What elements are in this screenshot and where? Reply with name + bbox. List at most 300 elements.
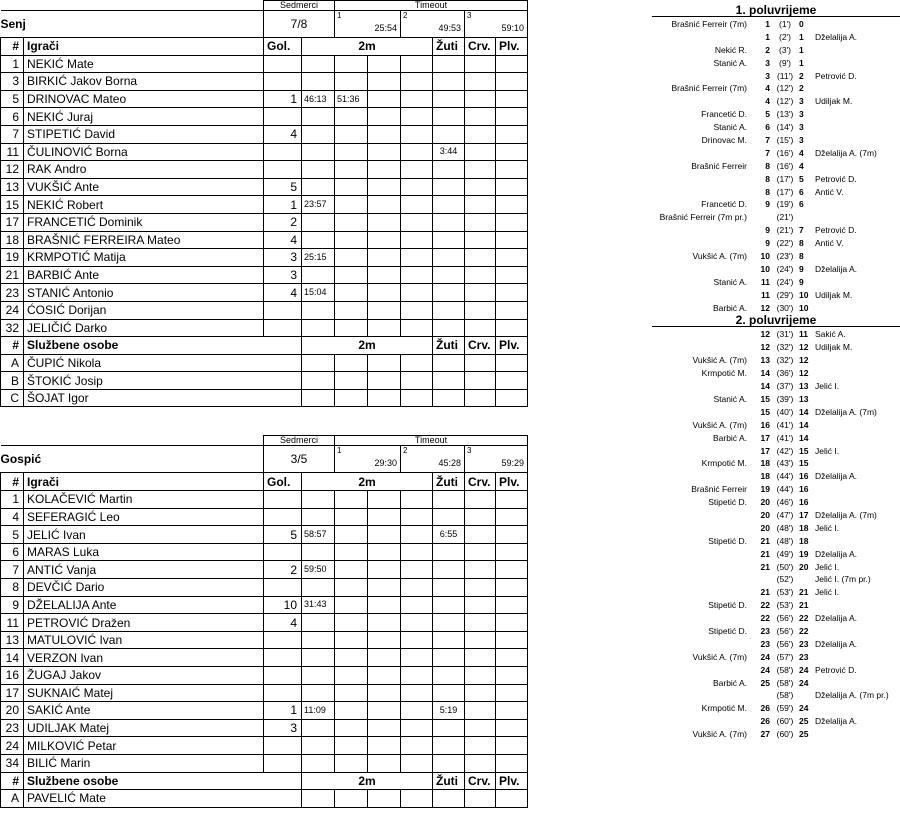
goal-entry bbox=[652, 651, 900, 664]
goal-minute: (40') bbox=[776, 406, 794, 417]
player-blue bbox=[496, 231, 528, 249]
goal-entry bbox=[652, 599, 900, 612]
home-score: 8 bbox=[765, 186, 770, 197]
away-scorer: Jelić I. bbox=[815, 381, 840, 392]
player-name: MARAS Luka bbox=[24, 543, 264, 561]
player-goals bbox=[264, 754, 302, 772]
player-red bbox=[465, 231, 496, 249]
goal-entry bbox=[652, 186, 900, 199]
goal-entry bbox=[652, 57, 900, 70]
player-suspension-4 bbox=[401, 249, 433, 267]
player-suspension-1 bbox=[302, 266, 335, 284]
player-suspension-1 bbox=[302, 508, 335, 526]
player-suspension-2 bbox=[335, 301, 368, 319]
player-suspension-1 bbox=[302, 667, 335, 685]
away-score: 24 bbox=[799, 703, 809, 714]
official-suspension bbox=[368, 354, 401, 372]
player-name: KOLAČEVIĆ Martin bbox=[24, 491, 264, 509]
away-score: 21 bbox=[799, 587, 809, 598]
player-blue bbox=[496, 284, 528, 302]
col-num: # bbox=[1, 473, 24, 491]
official-red bbox=[465, 790, 496, 808]
official-yellow bbox=[433, 354, 465, 372]
away-scorer: Udiljak M. bbox=[815, 96, 853, 107]
away-score: 12 bbox=[799, 342, 809, 353]
col-blue: Plv. bbox=[496, 772, 528, 790]
player-suspension-3 bbox=[368, 702, 401, 720]
player-suspension-2 bbox=[335, 526, 368, 544]
away-score: 18 bbox=[799, 522, 809, 533]
home-score: 17 bbox=[760, 445, 770, 456]
player-name: ĆOSIĆ Dorijan bbox=[24, 301, 264, 319]
player-red bbox=[465, 561, 496, 579]
home-scorer: Stipetić D. bbox=[708, 497, 747, 508]
official-suspension bbox=[335, 790, 368, 808]
player-name: ANTIĆ Vanja bbox=[24, 561, 264, 579]
player-row bbox=[1, 526, 528, 544]
goal-minute: (37') bbox=[776, 381, 794, 392]
player-red bbox=[465, 491, 496, 509]
goal-entry bbox=[652, 82, 900, 95]
goal-minute: (56') bbox=[776, 638, 794, 649]
goal-entry bbox=[652, 496, 900, 509]
goal-entry bbox=[652, 625, 900, 638]
player-name: SAKIĆ Ante bbox=[24, 702, 264, 720]
goal-minute: (46') bbox=[776, 497, 794, 508]
goal-minute: (56') bbox=[776, 625, 794, 636]
home-scorer: Barbić A. bbox=[712, 432, 747, 443]
goal-minute: (1') bbox=[778, 19, 791, 29]
player-row bbox=[1, 754, 528, 772]
goal-minute: (48') bbox=[776, 522, 794, 533]
player-suspension-2 bbox=[335, 631, 368, 649]
home-scorer: Brašnić Ferreir (7m) bbox=[671, 83, 747, 94]
away-score: 22 bbox=[799, 613, 809, 624]
col-two-min: 2m bbox=[302, 38, 433, 56]
home-score: 20 bbox=[760, 509, 770, 520]
goal-minute: (9') bbox=[778, 57, 791, 68]
goal-entry bbox=[652, 561, 900, 574]
goal-entry bbox=[652, 586, 900, 599]
player-number: 14 bbox=[1, 649, 24, 667]
home-score: 23 bbox=[760, 625, 770, 636]
player-blue bbox=[496, 178, 528, 196]
col-goals: Gol. bbox=[264, 38, 302, 56]
player-blue bbox=[496, 213, 528, 231]
player-row bbox=[1, 702, 528, 720]
player-number: 5 bbox=[1, 526, 24, 544]
col-players: Igrači bbox=[24, 473, 264, 491]
official-suspension bbox=[368, 389, 401, 407]
away-score: 3 bbox=[799, 109, 804, 120]
player-row bbox=[1, 90, 528, 108]
col-red: Crv. bbox=[465, 772, 496, 790]
official-name: ŠTOKIĆ Josip bbox=[24, 372, 302, 390]
player-yellow bbox=[433, 561, 465, 579]
player-suspension-3 bbox=[368, 55, 401, 73]
player-yellow bbox=[433, 649, 465, 667]
official-suspension bbox=[401, 354, 433, 372]
goal-entry bbox=[652, 548, 900, 561]
player-red bbox=[465, 526, 496, 544]
away-score: 23 bbox=[799, 651, 809, 662]
player-number: 19 bbox=[1, 249, 24, 267]
home-score: 14 bbox=[760, 368, 770, 379]
player-goals: 3 bbox=[264, 266, 302, 284]
player-suspension-1 bbox=[302, 213, 335, 231]
official-suspension bbox=[302, 790, 335, 808]
away-score: 25 bbox=[799, 729, 809, 740]
player-suspension-2 bbox=[335, 73, 368, 91]
player-suspension-3 bbox=[368, 301, 401, 319]
goal-minute: (41') bbox=[776, 432, 794, 443]
away-score: 12 bbox=[799, 368, 809, 379]
away-score: 16 bbox=[799, 484, 809, 495]
player-number: 20 bbox=[1, 702, 24, 720]
home-score: 21 bbox=[760, 535, 770, 546]
timeout-index: 3 bbox=[467, 446, 472, 456]
player-name: NEKIĆ Robert bbox=[24, 196, 264, 214]
player-number: 11 bbox=[1, 143, 24, 161]
home-scorer: Vukšić A. (7m) bbox=[692, 729, 747, 740]
goal-minute: (43') bbox=[776, 458, 794, 469]
timeout-cell bbox=[335, 11, 401, 38]
home-score: 9 bbox=[765, 199, 770, 210]
player-yellow bbox=[433, 579, 465, 597]
player-number: 21 bbox=[1, 266, 24, 284]
home-scorer: Stipetić D. bbox=[708, 535, 747, 546]
home-score: 5 bbox=[765, 109, 770, 120]
timeout-index: 1 bbox=[337, 11, 342, 20]
goal-minute: (44') bbox=[776, 484, 794, 495]
player-red bbox=[465, 178, 496, 196]
player-goals bbox=[264, 73, 302, 91]
goal-entry bbox=[652, 432, 900, 445]
player-name: STIPETIĆ David bbox=[24, 125, 264, 143]
away-score: 2 bbox=[799, 70, 804, 81]
player-goals: 3 bbox=[264, 719, 302, 737]
player-number: 7 bbox=[1, 561, 24, 579]
player-suspension-4 bbox=[401, 301, 433, 319]
goal-minute: (2') bbox=[778, 31, 791, 42]
col-officials: Službene osobe bbox=[24, 772, 302, 790]
away-score: 23 bbox=[799, 638, 809, 649]
player-row bbox=[1, 719, 528, 737]
official-row bbox=[1, 372, 528, 390]
player-suspension-1: 25:15 bbox=[302, 249, 335, 267]
official-row bbox=[1, 354, 528, 372]
player-blue bbox=[496, 649, 528, 667]
home-scorer: Stipetić D. bbox=[708, 625, 747, 636]
away-score: 6 bbox=[799, 186, 804, 197]
home-score: 11 bbox=[761, 276, 770, 287]
player-goals: 1 bbox=[264, 702, 302, 720]
home-score: 21 bbox=[760, 561, 770, 572]
player-red bbox=[465, 213, 496, 231]
player-suspension-4 bbox=[401, 614, 433, 632]
player-row bbox=[1, 684, 528, 702]
player-suspension-1 bbox=[302, 319, 335, 337]
player-red bbox=[465, 301, 496, 319]
player-row bbox=[1, 614, 528, 632]
home-score: 9 bbox=[765, 225, 770, 236]
player-suspension-4 bbox=[401, 719, 433, 737]
official-red bbox=[465, 389, 496, 407]
away-score: 4 bbox=[799, 160, 804, 171]
home-scorer: Brašnić Ferreir bbox=[691, 160, 747, 171]
sedmerci-value: 7/8 bbox=[264, 11, 335, 38]
timeout-time: 59:29 bbox=[501, 458, 524, 469]
away-score: 10 bbox=[799, 302, 809, 313]
player-suspension-3 bbox=[368, 266, 401, 284]
goal-minute: (58') bbox=[776, 677, 794, 688]
player-suspension-2 bbox=[335, 649, 368, 667]
home-score: 20 bbox=[760, 522, 770, 533]
player-red bbox=[465, 73, 496, 91]
player-suspension-4 bbox=[401, 737, 433, 755]
player-suspension-3 bbox=[368, 561, 401, 579]
player-goals bbox=[264, 143, 302, 161]
player-row bbox=[1, 231, 528, 249]
player-suspension-4 bbox=[401, 213, 433, 231]
home-scorer: Barbić A. bbox=[712, 677, 747, 688]
timeout-time: 49:53 bbox=[438, 23, 461, 33]
home-score: 16 bbox=[760, 419, 770, 430]
player-name: BARBIĆ Ante bbox=[24, 266, 264, 284]
player-suspension-2 bbox=[335, 196, 368, 214]
player-yellow bbox=[433, 684, 465, 702]
player-row bbox=[1, 491, 528, 509]
home-score: 15 bbox=[760, 406, 770, 417]
player-row bbox=[1, 301, 528, 319]
player-row bbox=[1, 178, 528, 196]
player-name: JELIĆ Ivan bbox=[24, 526, 264, 544]
timeout-cell bbox=[335, 446, 401, 473]
player-red bbox=[465, 90, 496, 108]
player-suspension-4 bbox=[401, 596, 433, 614]
goal-minute: (56') bbox=[776, 613, 794, 624]
player-suspension-4 bbox=[401, 561, 433, 579]
player-name: BIRKIĆ Jakov Borna bbox=[24, 73, 264, 91]
home-score: 22 bbox=[760, 613, 770, 624]
player-suspension-4 bbox=[401, 319, 433, 337]
goal-minute: (15') bbox=[776, 135, 794, 146]
player-row bbox=[1, 667, 528, 685]
goal-entry bbox=[652, 108, 900, 121]
goal-minute: (59') bbox=[776, 703, 794, 714]
goal-entry bbox=[652, 612, 900, 625]
player-red bbox=[465, 284, 496, 302]
goal-minute: (19') bbox=[776, 199, 794, 210]
away-scorer: Sakić A. bbox=[815, 329, 846, 340]
team-row bbox=[1, 446, 528, 473]
home-scorer: Vukšić A. (7m) bbox=[692, 419, 747, 430]
official-suspension bbox=[401, 389, 433, 407]
player-goals: 3 bbox=[264, 249, 302, 267]
player-name: UDILJAK Matej bbox=[24, 719, 264, 737]
goal-entry bbox=[652, 535, 900, 548]
player-goals bbox=[264, 55, 302, 73]
player-yellow: 3:44 bbox=[433, 143, 465, 161]
sedmerci-value: 3/5 bbox=[264, 446, 335, 473]
home-scorer: Brašnić Ferreir (7m) bbox=[671, 19, 747, 29]
home-score: 4 bbox=[765, 96, 770, 107]
goal-entry bbox=[652, 393, 900, 406]
player-suspension-1 bbox=[302, 231, 335, 249]
home-score: 7 bbox=[765, 135, 770, 146]
player-suspension-2 bbox=[335, 702, 368, 720]
player-number: 23 bbox=[1, 284, 24, 302]
away-scorer: Dželalija A. bbox=[815, 31, 858, 42]
player-suspension-4 bbox=[401, 266, 433, 284]
player-suspension-3 bbox=[368, 125, 401, 143]
player-number: 16 bbox=[1, 667, 24, 685]
away-score: 3 bbox=[799, 96, 804, 107]
player-red bbox=[465, 266, 496, 284]
away-score: 14 bbox=[799, 432, 809, 443]
col-num: # bbox=[1, 337, 24, 355]
official-blue bbox=[496, 372, 528, 390]
player-suspension-4 bbox=[401, 196, 433, 214]
player-number: 5 bbox=[1, 90, 24, 108]
player-suspension-3 bbox=[368, 614, 401, 632]
player-suspension-2 bbox=[335, 319, 368, 337]
col-players: Igrači bbox=[24, 38, 264, 56]
home-score: 4 bbox=[765, 83, 770, 94]
goal-minute: (60') bbox=[776, 729, 794, 740]
timeout-header-row bbox=[1, 436, 528, 446]
goal-entry bbox=[652, 509, 900, 522]
player-yellow bbox=[433, 543, 465, 561]
player-name: SUKNAIĆ Matej bbox=[24, 684, 264, 702]
team-row bbox=[1, 11, 528, 38]
away-score: 8 bbox=[799, 238, 804, 249]
official-yellow bbox=[433, 372, 465, 390]
home-score: 18 bbox=[760, 458, 770, 469]
player-name: BRAŠNIĆ FERREIRA Mateo bbox=[24, 231, 264, 249]
home-score: 8 bbox=[765, 160, 770, 171]
away-score: 21 bbox=[799, 600, 809, 611]
official-suspension bbox=[302, 372, 335, 390]
player-number: 23 bbox=[1, 719, 24, 737]
player-number: 6 bbox=[1, 543, 24, 561]
player-row bbox=[1, 196, 528, 214]
player-goals bbox=[264, 319, 302, 337]
player-blue bbox=[496, 614, 528, 632]
goal-minute: (21') bbox=[776, 225, 794, 236]
timeout-index: 1 bbox=[337, 446, 342, 456]
away-score: 1 bbox=[799, 44, 804, 55]
section-gap bbox=[1, 407, 528, 436]
player-suspension-3 bbox=[368, 684, 401, 702]
col-blue: Plv. bbox=[496, 38, 528, 56]
col-two-min: 2m bbox=[302, 772, 433, 790]
player-number: 6 bbox=[1, 108, 24, 126]
col-officials: Službene osobe bbox=[24, 337, 302, 355]
player-yellow bbox=[433, 631, 465, 649]
timeout-time: 25:54 bbox=[374, 23, 397, 33]
goal-entry bbox=[652, 470, 900, 483]
player-row bbox=[1, 143, 528, 161]
goal-entry bbox=[652, 689, 900, 702]
home-score: 23 bbox=[760, 638, 770, 649]
player-name: DRINOVAC Mateo bbox=[24, 90, 264, 108]
col-num: # bbox=[1, 38, 24, 56]
away-score: 4 bbox=[799, 147, 804, 158]
away-scorer: Petrović D. bbox=[815, 664, 857, 675]
goal-entry bbox=[652, 573, 900, 586]
player-red bbox=[465, 631, 496, 649]
player-row bbox=[1, 284, 528, 302]
team-name: Gospić bbox=[1, 446, 264, 473]
goal-entry bbox=[652, 302, 900, 315]
player-name: VUKŠIĆ Ante bbox=[24, 178, 264, 196]
goal-minute: (21') bbox=[776, 212, 794, 223]
home-score: 24 bbox=[760, 664, 770, 675]
player-name: DEVČIĆ Dario bbox=[24, 579, 264, 597]
home-score: 10 bbox=[760, 263, 770, 274]
away-scorer: Dželalija A. bbox=[815, 471, 858, 482]
player-number: 24 bbox=[1, 301, 24, 319]
goal-entry bbox=[652, 328, 900, 341]
player-goals: 2 bbox=[264, 561, 302, 579]
player-goals bbox=[264, 491, 302, 509]
official-red bbox=[465, 372, 496, 390]
timeout-header-row bbox=[1, 1, 528, 11]
goal-minute: (49') bbox=[776, 548, 794, 559]
official-suspension bbox=[302, 354, 335, 372]
goal-minute: (32') bbox=[776, 342, 794, 353]
player-suspension-4 bbox=[401, 508, 433, 526]
player-red bbox=[465, 667, 496, 685]
player-suspension-1: 31:43 bbox=[302, 596, 335, 614]
player-goals bbox=[264, 108, 302, 126]
timeout-cell bbox=[465, 446, 528, 473]
player-yellow bbox=[433, 90, 465, 108]
player-blue bbox=[496, 526, 528, 544]
away-score: 3 bbox=[799, 135, 804, 146]
home-scorer: Stanić A. bbox=[713, 57, 747, 68]
player-number: 9 bbox=[1, 596, 24, 614]
half-title: 1. poluvrijeme bbox=[735, 3, 817, 17]
player-yellow bbox=[433, 284, 465, 302]
player-row bbox=[1, 649, 528, 667]
player-suspension-1 bbox=[302, 649, 335, 667]
player-yellow bbox=[433, 719, 465, 737]
goal-minute: (47') bbox=[776, 509, 794, 520]
home-score: 27 bbox=[760, 729, 770, 740]
goal-minute: (17') bbox=[776, 173, 794, 184]
player-yellow: 5:19 bbox=[433, 702, 465, 720]
goal-minute: (39') bbox=[776, 393, 794, 404]
player-suspension-1 bbox=[302, 754, 335, 772]
home-scorer: Stanić A. bbox=[713, 393, 747, 404]
home-score: 18 bbox=[760, 471, 770, 482]
player-suspension-2 bbox=[335, 178, 368, 196]
home-score: 26 bbox=[760, 703, 770, 714]
player-row bbox=[1, 319, 528, 337]
home-score: 22 bbox=[760, 600, 770, 611]
player-suspension-4 bbox=[401, 491, 433, 509]
players-header-row bbox=[1, 473, 528, 491]
player-suspension-1 bbox=[302, 55, 335, 73]
player-suspension-2 bbox=[335, 161, 368, 179]
goal-entry bbox=[652, 728, 900, 741]
player-suspension-2 bbox=[335, 737, 368, 755]
away-score: 22 bbox=[799, 625, 809, 636]
player-number: 8 bbox=[1, 579, 24, 597]
player-suspension-3 bbox=[368, 667, 401, 685]
